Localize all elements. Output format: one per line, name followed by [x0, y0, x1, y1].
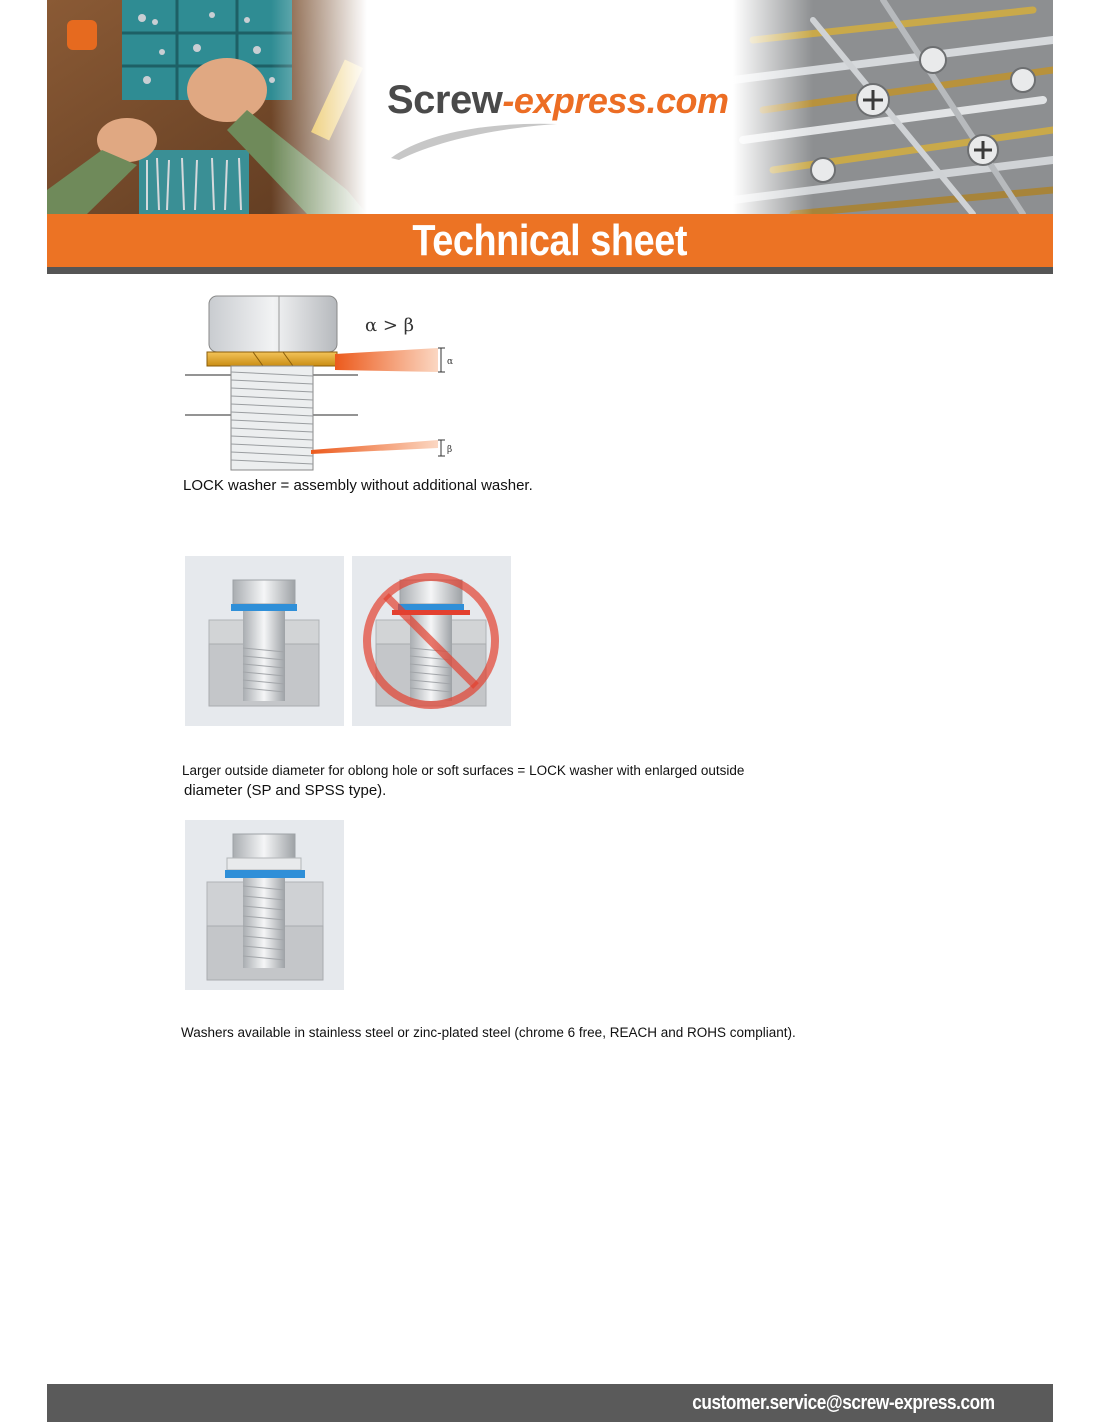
enlarged-diameter-caption-line2: diameter (SP and SPSS type).	[184, 782, 387, 799]
logo-swoosh	[389, 120, 559, 162]
alpha-label: α	[447, 357, 454, 367]
alpha-greater-beta-label: α > β	[365, 315, 415, 336]
tools-photo	[47, 0, 367, 214]
beta-label: β	[447, 445, 453, 455]
materials-caption: Washers available in stainless steel or zinc-plated steel (chrome 6 free, REACH and ROHS compliant).	[181, 1025, 796, 1040]
enlarged-diameter-caption-line1: Larger outside diameter for oblong hole or soft surfaces = LOCK washer with enlarged outside	[182, 763, 745, 778]
lock-washer-caption: LOCK washer = assembly without additional washer.	[183, 477, 533, 494]
title-underline	[47, 267, 1053, 274]
enlarged-washer-diagram	[185, 820, 344, 990]
logo-text-screw: Screw	[387, 78, 503, 122]
footer-bar	[47, 1384, 1053, 1422]
header-banner	[47, 0, 1053, 214]
page-title: Technical sheet	[412, 216, 688, 265]
prohibited-assembly-diagram	[352, 556, 511, 726]
lock-washer-angle-diagram	[183, 290, 463, 472]
footer-email-link[interactable]: customer.service@screw-express.com	[692, 1392, 995, 1414]
logo-text-express: -express.com	[502, 80, 729, 121]
screws-photo	[733, 0, 1053, 214]
correct-assembly-diagram	[185, 556, 344, 726]
brand-logo	[387, 78, 728, 123]
title-bar	[47, 214, 1053, 267]
